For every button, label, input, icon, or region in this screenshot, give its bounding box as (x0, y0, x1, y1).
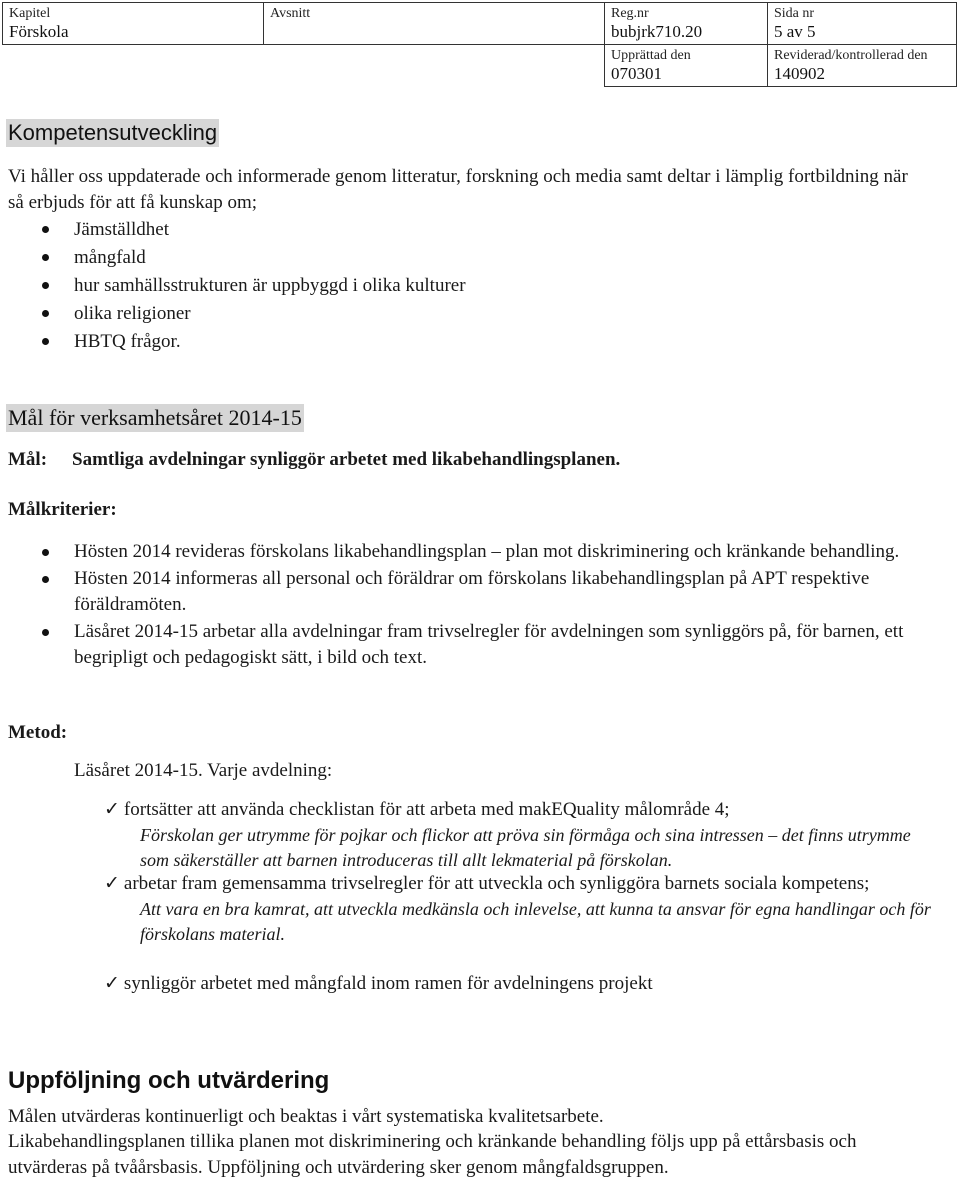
kompetens-list (8, 216, 908, 356)
kompetens-heading: Kompetensutveckling (8, 120, 218, 145)
reviderad-cell (768, 45, 957, 87)
uppfoljning-line1: Målen utvärderas kontinuerligt och beaktas i vårt systematiska kvalitetsarbete. (8, 1106, 604, 1127)
upprattad-label: Upprättad den (611, 48, 691, 63)
list-item: olika religioner (8, 300, 908, 328)
empty-cell (3, 45, 605, 87)
check-item-3: ✓ synliggör arbetet med mångfald inom ramen för avdelningens projekt (104, 972, 653, 994)
kriterier-list (8, 539, 918, 671)
list-item: Hösten 2014 informeras all personal och föräldrar om förskolans likabehandlingsplan på APT respektive föräldramöten. (8, 566, 918, 618)
metod-intro: Läsåret 2014-15. Varje avdelning: (74, 760, 333, 781)
bullet-icon (42, 576, 49, 583)
check-note-1: Förskolan ger utrymme för pojkar och flickor att pröva sin förmåga och sina intressen – det finns utrymme som säkerställer att barnen introduceras till allt lekmaterial på förskolan. (140, 825, 911, 870)
kapitel-label: Kapitel (9, 6, 51, 21)
bullet-icon (42, 254, 49, 261)
list-item: Läsåret 2014-15 arbetar alla avdelningar fram trivselregler för avdelningen som synliggörs på, för barnen, ett begripligt och pedagogiskt sätt, i bild och text. (8, 619, 918, 671)
upprattad-value: 070301 (611, 64, 662, 83)
checkmark-icon: ✓ (104, 872, 120, 894)
list-item: Jämställdhet (8, 216, 908, 244)
regnr-cell (605, 3, 768, 45)
kapitel-cell (3, 3, 264, 45)
document-header-table (2, 2, 957, 87)
list-item: Hösten 2014 revideras förskolans likabehandlingsplan – plan mot diskriminering och kränkande behandling. (8, 539, 918, 565)
checkmark-icon: ✓ (104, 972, 120, 994)
bullet-icon (42, 549, 49, 556)
kompetens-heading-wrap (6, 119, 219, 147)
list-item: mångfald (8, 244, 908, 272)
sida-cell (768, 3, 957, 45)
mal-text: Samtliga avdelningar synliggör arbetet med likabehandlingsplanen. (72, 449, 621, 470)
check-item-2: ✓ arbetar fram gemensamma trivselregler för att utveckla och synliggöra barnets sociala kompetens; Att vara en bra kamrat, att utveckla medkänsla och inlevelse, att kunna ta ansvar för egna handlingar och för förskolans material. (104, 870, 934, 947)
kompetens-paragraph: Vi håller oss uppdaterade och informerade genom litteratur, forskning och media samt deltar i lämplig fortbildning när så erbjuds för att få kunskap om; (8, 166, 908, 213)
mal-heading: Mål för verksamhetsåret 2014-15 (8, 405, 302, 430)
list-item: HBTQ frågor. (8, 328, 908, 356)
reviderad-label: Reviderad/kontrollerad den (774, 48, 928, 63)
kriterier-label: Målkriterier: (8, 499, 117, 520)
bullet-icon (42, 629, 49, 636)
bullet-icon (42, 226, 49, 233)
sida-value: 5 av 5 (774, 22, 816, 41)
regnr-value: bubjrk710.20 (611, 22, 703, 41)
mal-label: Mål: (8, 449, 48, 470)
mal-heading-wrap (6, 404, 304, 432)
upprattad-cell (605, 45, 768, 87)
bullet-icon (42, 310, 49, 317)
reviderad-value: 140902 (774, 64, 825, 83)
list-item: hur samhällsstrukturen är uppbyggd i olika kulturer (8, 272, 908, 300)
checkmark-icon: ✓ (104, 798, 120, 820)
bullet-icon (42, 282, 49, 289)
avsnitt-cell (264, 3, 605, 45)
check-item-1: ✓ fortsätter att använda checklistan för att arbeta med makEQuality målområde 4; Förskolan ger utrymme för pojkar och flickor att pröva sin förmåga och sina intressen – det finns utrymme som säkerställer att barnen introduceras till allt lekmaterial på förskolan. (104, 796, 934, 873)
check-note-2: Att vara en bra kamrat, att utveckla medkänsla och inlevelse, att kunna ta ansvar för egna handlingar och för förskolans material. (140, 899, 931, 944)
metod-label: Metod: (8, 722, 68, 743)
kapitel-value: Förskola (9, 22, 69, 41)
regnr-label: Reg.nr (611, 6, 649, 21)
uppfoljning-line2: Likabehandlingsplanen tillika planen mot diskriminering och kränkande behandling följs upp på ettårsbasis och utvärderas på tvåårsbasis. Uppföljning och utvärdering sker genom mångfaldsgruppen. (8, 1131, 857, 1178)
bullet-icon (42, 338, 49, 345)
uppfoljning-heading: Uppföljning och utvärdering (8, 1067, 330, 1094)
sida-label: Sida nr (774, 6, 815, 21)
avsnitt-label: Avsnitt (270, 6, 311, 21)
